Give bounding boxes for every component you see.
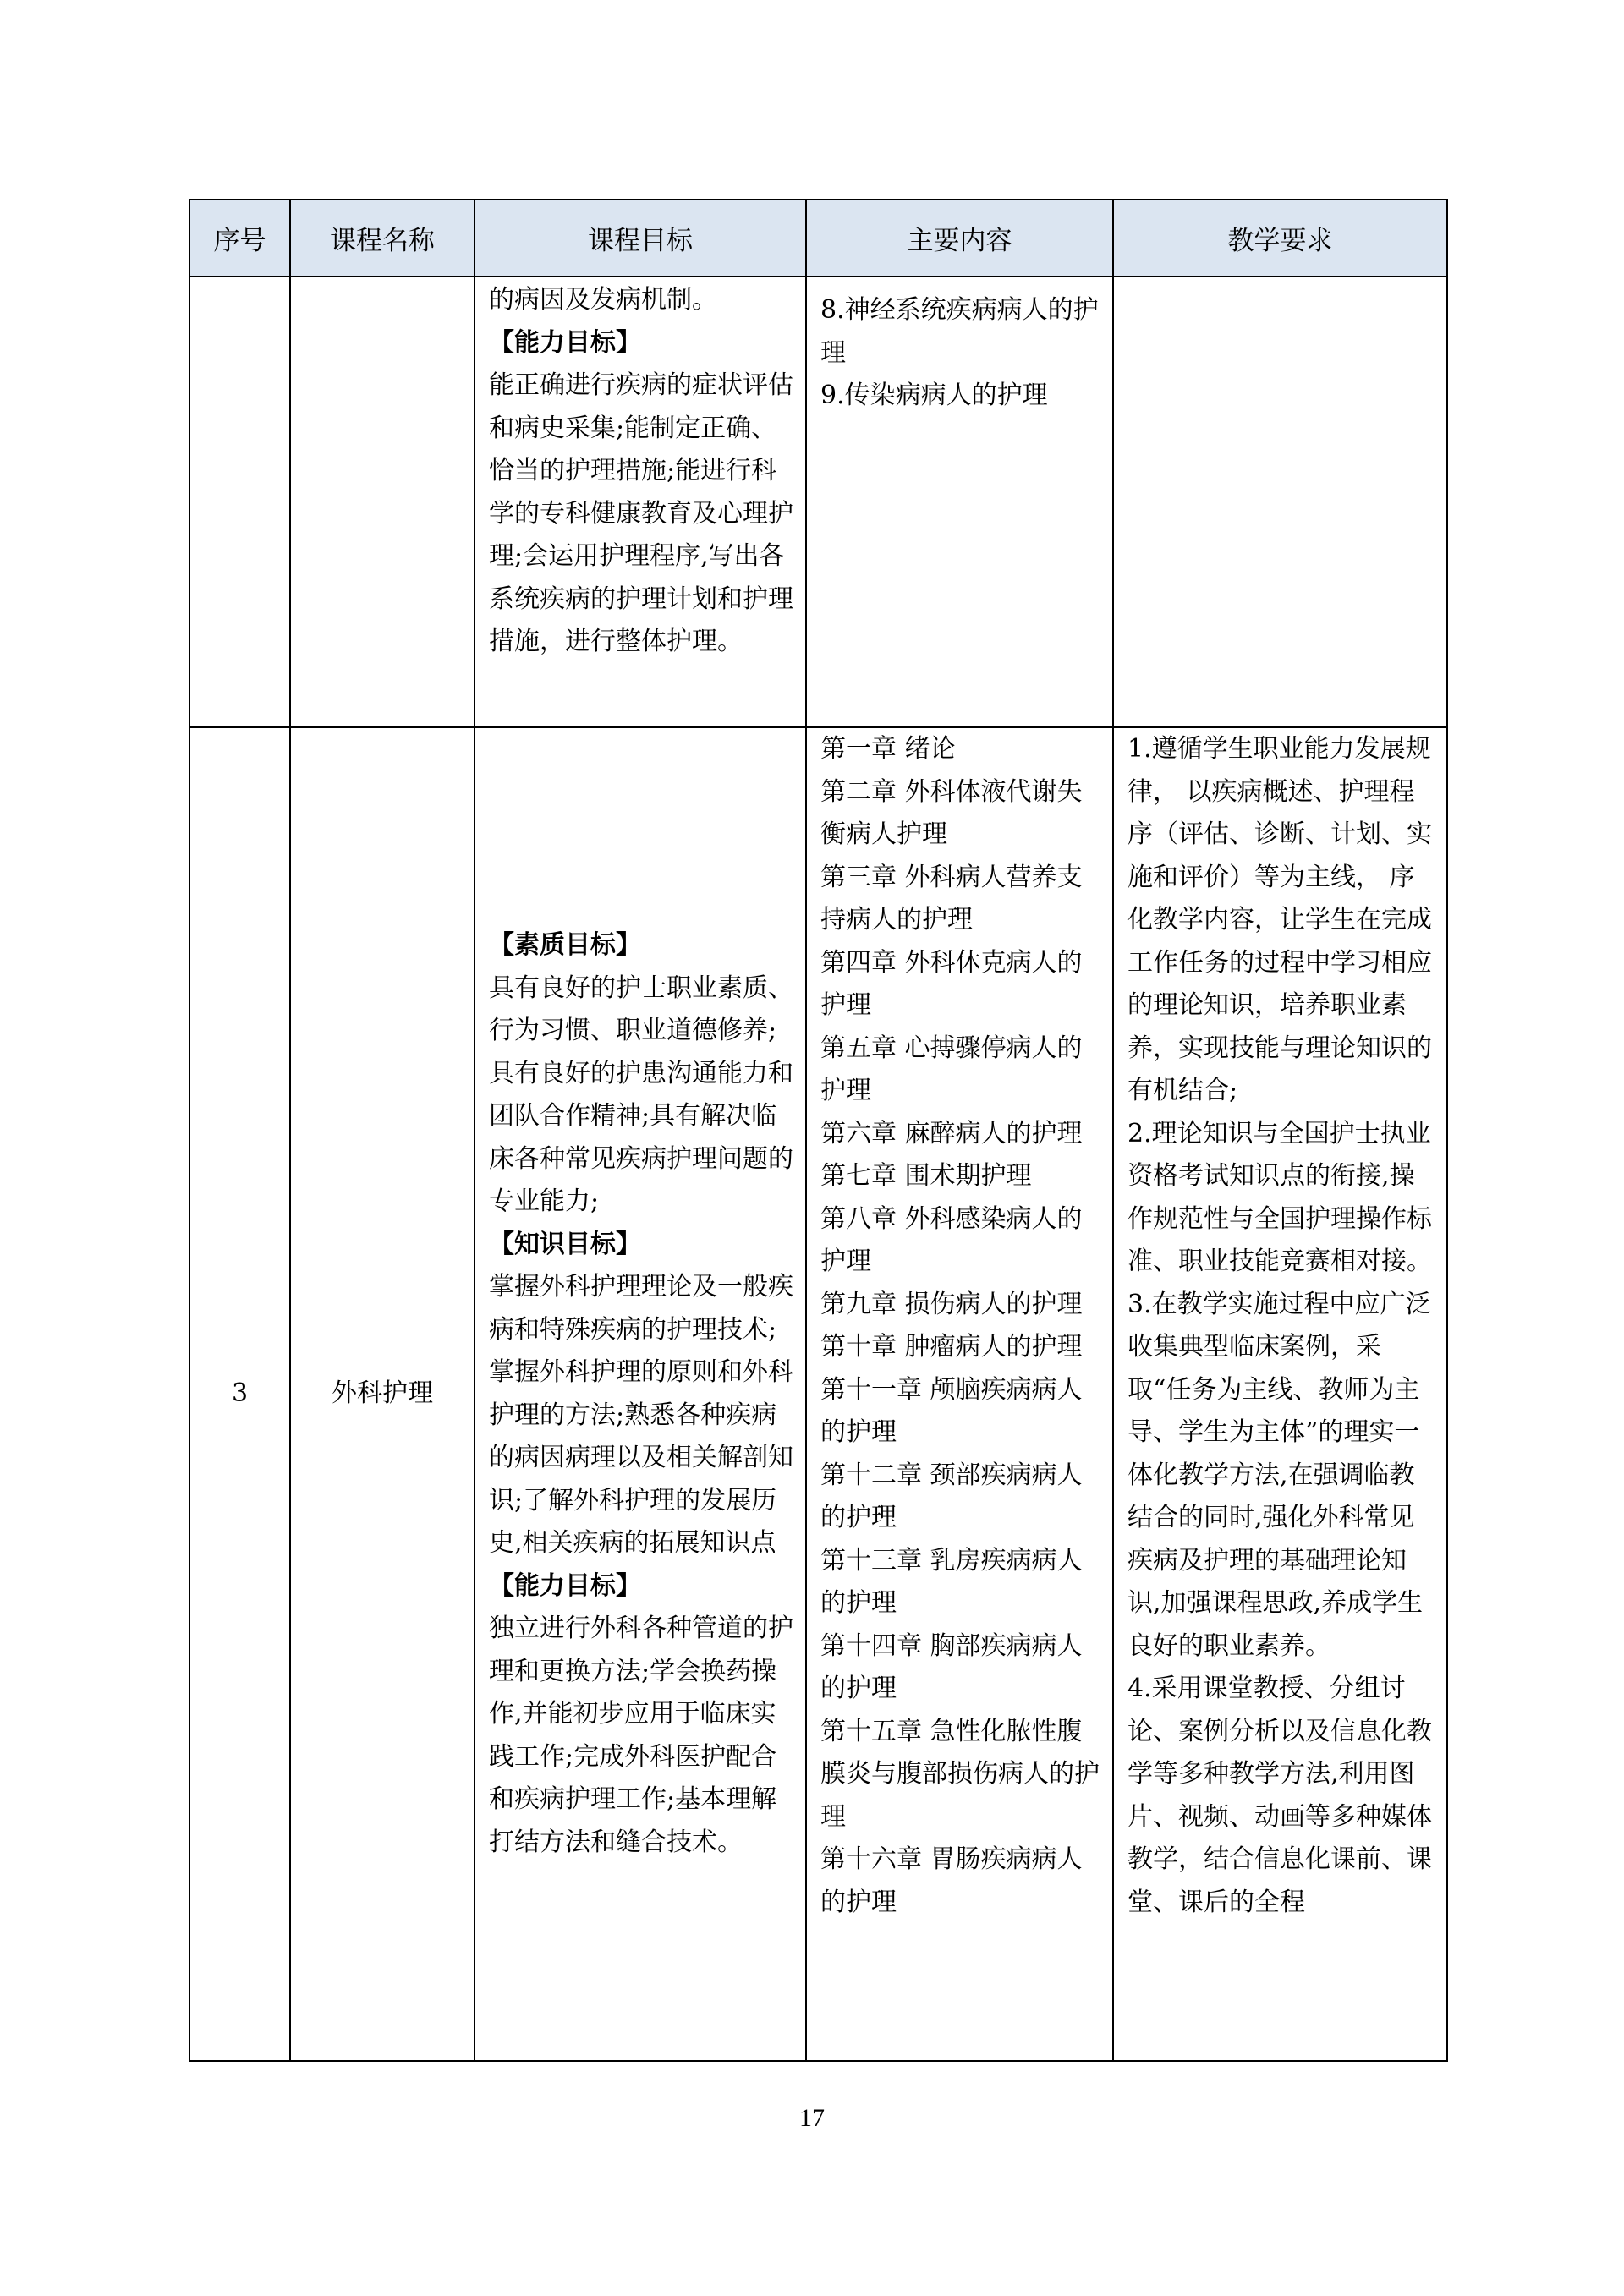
goal-text: 掌握外科护理理论及一般疾病和特殊疾病的护理技术;掌握外科护理的原则和外科护理的方法;熟悉各种疾病的病因病理以及相关解剖知识;了解外科护理的发展历史,相关疾病的拓展知识点 (489, 1272, 793, 1558)
cell-goals (475, 277, 806, 727)
cell-serial-empty (189, 277, 290, 727)
goal-heading-ability: 【能力目标】 (489, 1570, 641, 1601)
goal-heading-knowledge: 【知识目标】 (489, 1229, 641, 1259)
content-item: 第六章 麻醉病人的护理 (820, 1118, 1083, 1148)
content-item: 8.神经系统疾病病人的护理 (820, 295, 1099, 368)
requirement-item: 2.理论知识与全国护士执业资格考试知识点的衔接,操作规范性与全国护理操作标准、职业技能竞赛相对接。 (1127, 1118, 1432, 1276)
curriculum-table (189, 199, 1448, 2062)
content-item: 第十五章 急性化脓性腹膜炎与腹部损伤病人的护理 (820, 1716, 1100, 1832)
table-row-3 (189, 727, 1447, 2061)
content-item: 第三章 外科病人营养支持病人的护理 (820, 862, 1083, 934)
cell-course-name: 外科护理 (290, 727, 475, 2061)
cell-course-name-empty (290, 277, 475, 727)
content-item: 第十四章 胸部疾病病人的护理 (820, 1630, 1083, 1703)
content-item: 第四章 外科休克病人的护理 (820, 947, 1083, 1020)
goal-heading-ability: 【能力目标】 (489, 327, 641, 358)
page-number: 17 (799, 2104, 825, 2132)
content-item: 第十三章 乳房疾病病人的护理 (820, 1545, 1083, 1618)
content-item: 第五章 心搏骤停病人的护理 (820, 1033, 1083, 1105)
header-serial: 序号 (189, 200, 290, 277)
goal-text: 能正确进行疾病的症状评估和病史采集;能制定正确、恰当的护理措施;能进行科学的专科健康教育及心理护理;会运用护理程序,写出各系统疾病的护理计划和护理措施，进行整体护理。 (489, 370, 793, 656)
cell-serial: 3 (189, 727, 290, 2061)
requirement-item: 4.采用课堂教授、分组讨论、案例分析以及信息化教学等多种教学方法,利用图片、视频、动画等多种媒体教学，结合信息化课前、课堂、课后的全程 (1127, 1674, 1432, 1917)
content-item: 第七章 围术期护理 (820, 1161, 1032, 1191)
cell-contents (806, 277, 1113, 727)
header-main-content: 主要内容 (806, 200, 1113, 277)
goal-text: 具有良好的护士职业素质、行为习惯、职业道德修养;具有良好的护患沟通能力和团队合作精神;具有解决临床各种常见疾病护理问题的专业能力; (489, 973, 793, 1216)
goal-heading-quality: 【素质目标】 (489, 930, 641, 960)
content-item: 第八章 外科感染病人的护理 (820, 1203, 1083, 1276)
requirement-item: 1.遵循学生职业能力发展规律， 以疾病概述、护理程序（评估、诊断、计划、实施和评价）等为主线， 序化教学内容，让学生在完成工作任务的过程中学习相应的理论知识，培养职业素养，实现技能与理论知识的有机结合; (1127, 734, 1432, 1105)
content-item: 第十六章 胃肠疾病病人的护理 (820, 1844, 1083, 1917)
table-row-continued (189, 277, 1447, 727)
content-item: 第一章 绪论 (820, 734, 956, 764)
header-teaching-requirements: 教学要求 (1113, 200, 1447, 277)
goal-text: 的病因及发病机制。 (489, 285, 717, 315)
cell-contents (806, 727, 1113, 2061)
content-item: 第十二章 颈部疾病病人的护理 (820, 1460, 1083, 1532)
header-course-goals: 课程目标 (475, 200, 806, 277)
content-item: 第十一章 颅脑疾病病人的护理 (820, 1374, 1083, 1447)
cell-requirements-empty (1113, 277, 1447, 727)
content-item: 第九章 损伤病人的护理 (820, 1289, 1083, 1319)
content-item: 第十章 肿瘤病人的护理 (820, 1332, 1083, 1362)
header-course-name: 课程名称 (290, 200, 475, 277)
goal-text: 独立进行外科各种管道的护理和更换方法;学会换药操作,并能初步应用于临床实践工作;完成外科医护配合和疾病护理工作;基本理解打结方法和缝合技术。 (489, 1614, 793, 1857)
content-item: 9.传染病病人的护理 (820, 381, 1048, 410)
requirement-item: 3.在教学实施过程中应广泛收集典型临床案例，采取“任务为主线、教师为主导、学生为主体”的理实一体化教学方法,在强调临教结合的同时,强化外科常见疾病及护理的基础理论知识,加强课程思政,养成学生良好的职业素养。 (1127, 1289, 1431, 1661)
content-item: 第二章 外科体液代谢失衡病人护理 (820, 776, 1083, 849)
cell-requirements (1113, 727, 1447, 2061)
cell-goals (475, 727, 806, 2061)
table-header-row (189, 200, 1447, 277)
